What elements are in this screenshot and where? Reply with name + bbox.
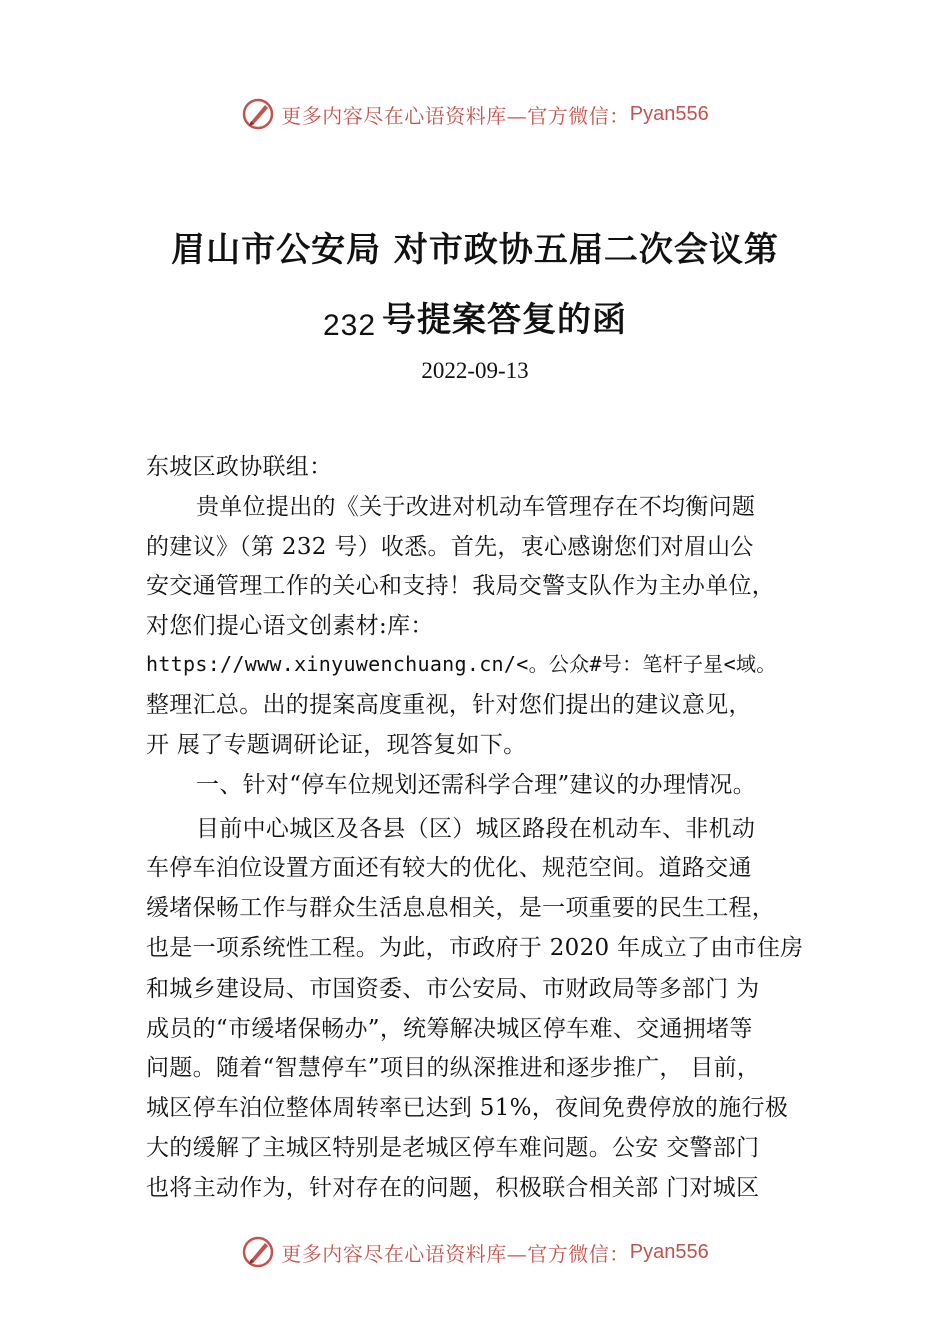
document-title-line1: 眉山市公安局 对市政协五届二次会议第 xyxy=(171,230,779,270)
body-line: 车停车泊位设置方面还有较大的优化、规范空间。道路交通 xyxy=(146,855,752,881)
body-line: 对您们提心语文创素材:库： xyxy=(146,613,434,639)
footer-banner xyxy=(0,1232,950,1272)
body-line: 目前中心城区及各县（区）城区路段在机动车、非机动 xyxy=(196,816,756,842)
banner-text: 更多内容尽在心语资料库—官方微信： xyxy=(281,1241,630,1266)
banner-text: 更多内容尽在心语资料库—官方微信： xyxy=(281,103,630,128)
body-line: 的建议》（第 232 号）收悉。首先，衷心感谢您们对眉山公 xyxy=(146,534,754,560)
pen-logo-icon xyxy=(241,1235,275,1269)
banner-account: Pyan556 xyxy=(629,102,709,125)
body-line: 大的缓解了主城区特别是老城区停车难问题。公安 交警部门 xyxy=(146,1135,760,1161)
body-line: 也将主动作为，针对存在的问题，积极联合相关部 门对城区 xyxy=(146,1175,760,1201)
proposal-number: 232 xyxy=(322,309,377,342)
body-line: 和城乡建设局、市国资委、市公安局、市财政局等多部门 为 xyxy=(146,976,760,1002)
header-banner xyxy=(0,94,950,134)
pen-logo-icon xyxy=(241,97,275,131)
body-line: 安交通管理工作的关心和支持！我局交警支队作为主办单位， xyxy=(146,573,776,599)
section-heading: 一、针对“停车位规划还需科学合理”建议的办理情况。 xyxy=(196,772,757,798)
body-line: 缓堵保畅工作与群众生活息息相关，是一项重要的民生工程， xyxy=(146,895,776,921)
body-line: 城区停车泊位整体周转率已达到 51%，夜间免费停放的施行极 xyxy=(146,1095,789,1121)
body-line: 成员的“市缓堵保畅办”，统筹解决城区停车难、交通拥堵等 xyxy=(146,1016,753,1042)
body-line: 也是一项系统性工程。为此，市政府于 2020 年成立了由市住房 xyxy=(146,935,804,961)
document-date: 2022-09-13 xyxy=(421,358,529,383)
body-line: 开 展了专题调研论证，现答复如下。 xyxy=(146,732,527,758)
body-line: 整理汇总。出的提案高度重视，针对您们提出的建议意见， xyxy=(146,692,752,718)
body-line: 贵单位提出的《关于改进对机动车管理存在不均衡问题 xyxy=(196,494,756,520)
body-line-url: https://www.xinyuwenchuang.cn/<。公众#号：笔杆子星<域。 xyxy=(146,652,777,676)
body-line: 问题。随着“智慧停车”项目的纵深推进和逐步推广， 目前， xyxy=(146,1055,761,1081)
document-title-line2 xyxy=(0,292,950,343)
salutation: 东坡区政协联组： xyxy=(146,454,333,480)
title-line2-text: 号提案答复的函 xyxy=(382,300,628,340)
banner-account: Pyan556 xyxy=(629,1240,709,1263)
